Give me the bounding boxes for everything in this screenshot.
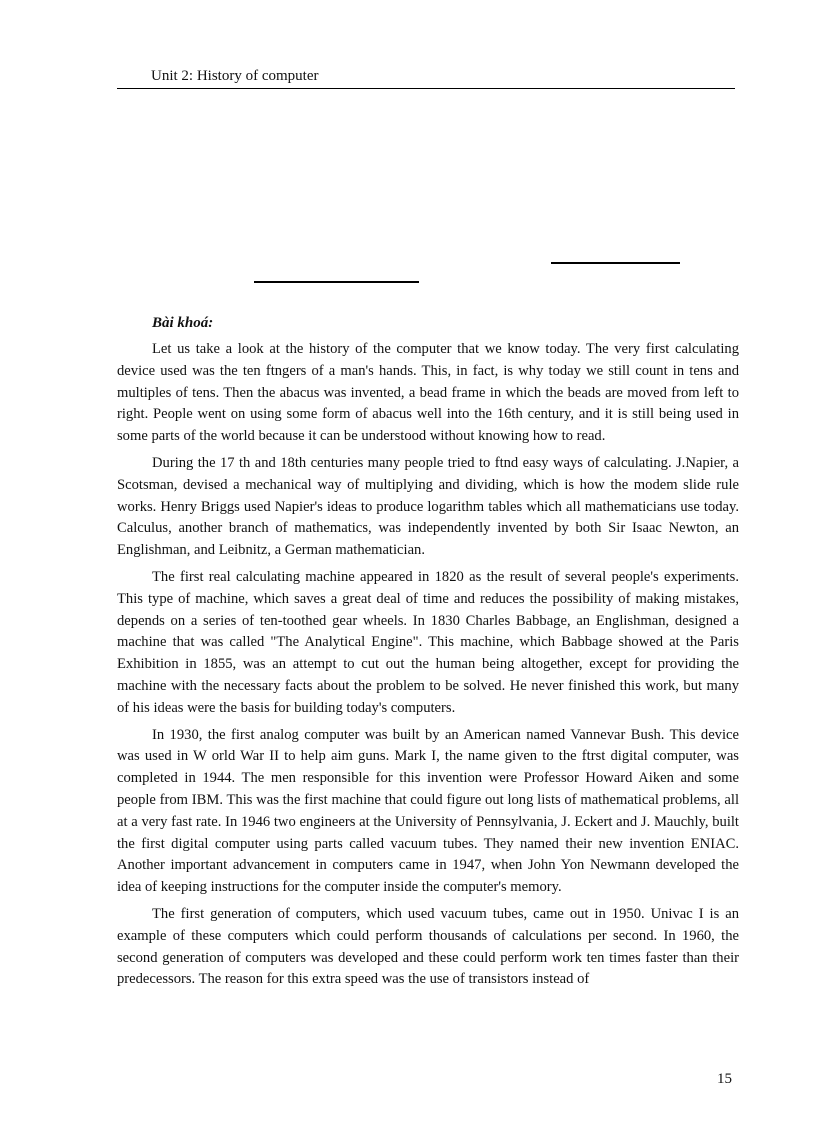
paragraph: The first real calculating machine appeared in 1820 as the result of several people's experiments. This type of machine, which saves a great deal of time and reduces the possibility of making mistakes, depends on a series of ten-toothed gear wheels. In 1830 Charles Babbage, an Englishman, designed a machine that was called "The Analytical Engine". This machine, which Babbage showed at the Paris Exhibition in 1855, was an attempt to cut out the human being altogether, except for providing the machine with the necessary facts about the problem to be solved. He never finished this work, but many of his ideas were the basis for building today's computers. — [117, 568, 739, 716]
paragraph: The first generation of computers, which used vacuum tubes, came out in 1950. Univac I is an example of these computers which could perform thousands of calculations per second. In 1960, the second generation of computers was developed and these could perform work ten times faster than their predecessors. The reason for this extra speed was the use of transistors instead of — [117, 905, 739, 988]
paragraph: Let us take a look at the history of the computer that we know today. The very first calculating device used was the ten ftngers of a man's hands. This, in fact, is why today we still count in tens and multiples of tens. Then the abacus was invented, a bead frame in which the beads are moved from left to right. People went on using some form of abacus well into the 16th century, and it is still being used in some parts of the world because it can be understood without knowing how to read. — [117, 341, 739, 445]
header-title: Unit 2: History of computer — [151, 68, 319, 84]
page-number: 15 — [717, 1071, 732, 1087]
blank-line-lower — [254, 281, 419, 283]
section-heading: Bài khoá: — [152, 315, 214, 331]
blank-line-upper — [551, 262, 680, 264]
header-rule — [117, 88, 735, 89]
paragraph: In 1930, the first analog computer was built by an American named Vannevar Bush. This device was used in W orld War II to help aim guns. Mark I, the name given to the ftrst digital computer, was completed in 1944. The men responsible for this invention were Professor Howard Aiken and some people from IBM. This was the first machine that could figure out long lists of mathematical problems, all at a very fast rate. In 1946 two engineers at the University of Pennsylvania, J. Eckert and J. Mauchly, built the first digital computer using parts called vacuum tubes. They named their new invention ENIAC. Another important advancement in computers came in 1947, when John Yon Newmann developed the idea of keeping instructions for the computer inside the computer's memory. — [117, 726, 739, 896]
reading-text — [117, 339, 739, 996]
paragraph: During the 17 th and 18th centuries many people tried to ftnd easy ways of calculating. J.Napier, a Scotsman, devised a mechanical way of multiplying and dividing, which is how the modem slide rule works. Henry Briggs used Napier's ideas to produce logarithm tables which all mathematicians use today. Calculus, another branch of mathematics, was independently invented by both Sir Isaac Newton, an Englishman, and Leibnitz, a German mathematician. — [117, 454, 739, 559]
